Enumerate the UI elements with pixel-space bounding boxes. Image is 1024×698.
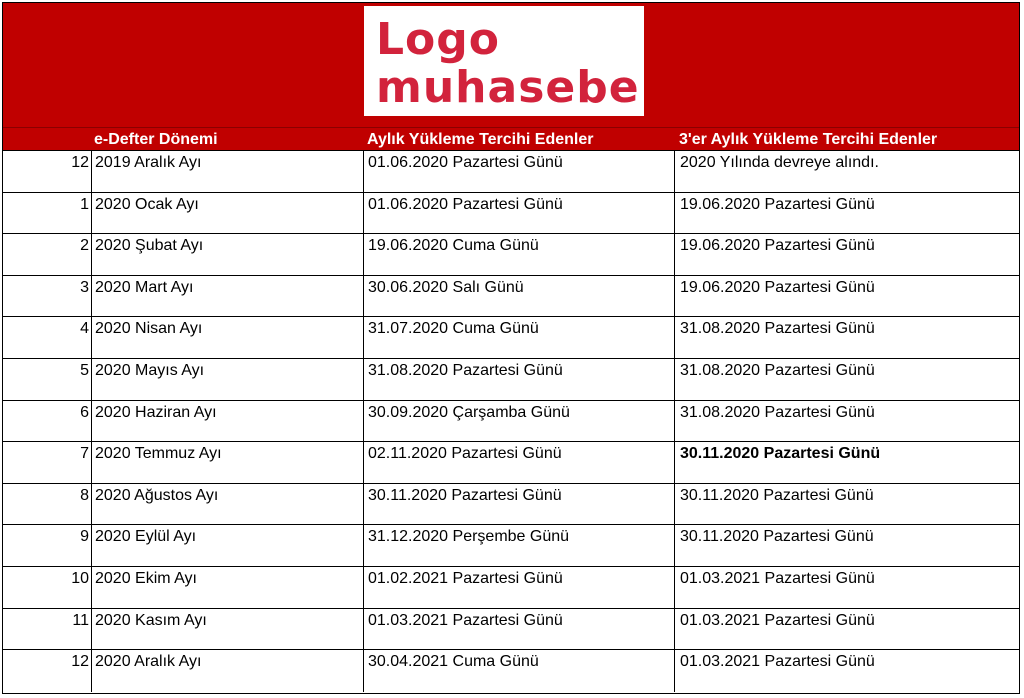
- row-number-cell: 8: [80, 486, 89, 504]
- table-row: [3, 317, 1019, 359]
- logo: [364, 6, 644, 116]
- period-cell: 2020 Mart Ayı: [91, 276, 363, 317]
- row-number-cell: 3: [80, 278, 89, 296]
- monthly-deadline-cell: 01.02.2021 Pazartesi Günü: [363, 567, 674, 608]
- quarterly-deadline-cell: 31.08.2020 Pazartesi Günü: [674, 359, 1020, 400]
- period-cell: 2020 Mayıs Ayı: [91, 359, 363, 400]
- spreadsheet: [2, 2, 1020, 694]
- table-row: [3, 484, 1019, 526]
- quarterly-deadline-cell: 01.03.2021 Pazartesi Günü: [674, 650, 1020, 692]
- table-row: [3, 401, 1019, 443]
- quarterly-deadline-cell: 30.11.2020 Pazartesi Günü: [674, 442, 1020, 483]
- row-number-cell: 11: [72, 611, 89, 629]
- column-header-quarterly: 3'er Aylık Yükleme Tercihi Edenler: [679, 131, 938, 148]
- logo-text-line2: muhasebe: [376, 62, 640, 113]
- row-number-cell: 5: [80, 361, 89, 379]
- quarterly-deadline-cell: 31.08.2020 Pazartesi Günü: [674, 401, 1020, 442]
- quarterly-deadline-cell: 19.06.2020 Pazartesi Günü: [674, 193, 1020, 234]
- quarterly-deadline-cell: 2020 Yılında devreye alındı.: [674, 151, 1020, 192]
- column-header-period: e-Defter Dönemi: [94, 131, 218, 148]
- period-cell: 2020 Ocak Ayı: [91, 193, 363, 234]
- table-row: [3, 234, 1019, 276]
- period-cell: 2020 Kasım Ayı: [91, 609, 363, 650]
- period-cell: 2020 Haziran Ayı: [91, 401, 363, 442]
- row-number-cell: 4: [80, 320, 89, 338]
- quarterly-deadline-cell: 19.06.2020 Pazartesi Günü: [674, 234, 1020, 275]
- table-body: [3, 151, 1019, 692]
- table-row: [3, 525, 1019, 567]
- monthly-deadline-cell: 01.06.2020 Pazartesi Günü: [363, 193, 674, 234]
- table-row: [3, 650, 1019, 692]
- period-cell: 2020 Ekim Ayı: [91, 567, 363, 608]
- logo-text-line1: Logo: [376, 14, 500, 65]
- row-number-cell: 2: [80, 237, 89, 255]
- period-cell: 2020 Şubat Ayı: [91, 234, 363, 275]
- monthly-deadline-cell: 30.04.2021 Cuma Günü: [363, 650, 674, 692]
- quarterly-deadline-cell: 30.11.2020 Pazartesi Günü: [674, 525, 1020, 566]
- period-cell: 2020 Temmuz Ayı: [91, 442, 363, 483]
- table-row: [3, 193, 1019, 235]
- monthly-deadline-cell: 31.08.2020 Pazartesi Günü: [363, 359, 674, 400]
- period-cell: 2020 Ağustos Ayı: [91, 484, 363, 525]
- period-cell: 2020 Eylül Ayı: [91, 525, 363, 566]
- row-number-cell: 1: [80, 195, 89, 213]
- monthly-deadline-cell: 30.11.2020 Pazartesi Günü: [363, 484, 674, 525]
- quarterly-deadline-cell: 30.11.2020 Pazartesi Günü: [674, 484, 1020, 525]
- column-header-monthly: Aylık Yükleme Tercihi Edenler: [367, 131, 594, 148]
- table-row: [3, 276, 1019, 318]
- monthly-deadline-cell: 30.06.2020 Salı Günü: [363, 276, 674, 317]
- monthly-deadline-cell: 01.06.2020 Pazartesi Günü: [363, 151, 674, 192]
- table-row: [3, 567, 1019, 609]
- monthly-deadline-cell: 19.06.2020 Cuma Günü: [363, 234, 674, 275]
- column-header-row: [3, 127, 1019, 151]
- row-number-cell: 10: [71, 569, 89, 587]
- row-number-cell: 6: [80, 403, 89, 421]
- period-cell: 2019 Aralık Ayı: [91, 151, 363, 192]
- period-cell: 2020 Nisan Ayı: [91, 317, 363, 358]
- quarterly-deadline-cell: 01.03.2021 Pazartesi Günü: [674, 609, 1020, 650]
- monthly-deadline-cell: 31.07.2020 Cuma Günü: [363, 317, 674, 358]
- table-row: [3, 609, 1019, 651]
- monthly-deadline-cell: 02.11.2020 Pazartesi Günü: [363, 442, 674, 483]
- monthly-deadline-cell: 31.12.2020 Perşembe Günü: [363, 525, 674, 566]
- row-number-cell: 9: [80, 528, 89, 546]
- quarterly-deadline-cell: 31.08.2020 Pazartesi Günü: [674, 317, 1020, 358]
- table-row: [3, 151, 1019, 193]
- row-number-cell: 12: [71, 653, 89, 671]
- quarterly-deadline-cell: 19.06.2020 Pazartesi Günü: [674, 276, 1020, 317]
- period-cell: 2020 Aralık Ayı: [91, 650, 363, 692]
- header-banner: [3, 3, 1019, 127]
- quarterly-deadline-cell: 01.03.2021 Pazartesi Günü: [674, 567, 1020, 608]
- monthly-deadline-cell: 30.09.2020 Çarşamba Günü: [363, 401, 674, 442]
- table-row: [3, 442, 1019, 484]
- row-number-cell: 7: [80, 445, 89, 463]
- table-row: [3, 359, 1019, 401]
- monthly-deadline-cell: 01.03.2021 Pazartesi Günü: [363, 609, 674, 650]
- row-number-cell: 12: [71, 154, 89, 171]
